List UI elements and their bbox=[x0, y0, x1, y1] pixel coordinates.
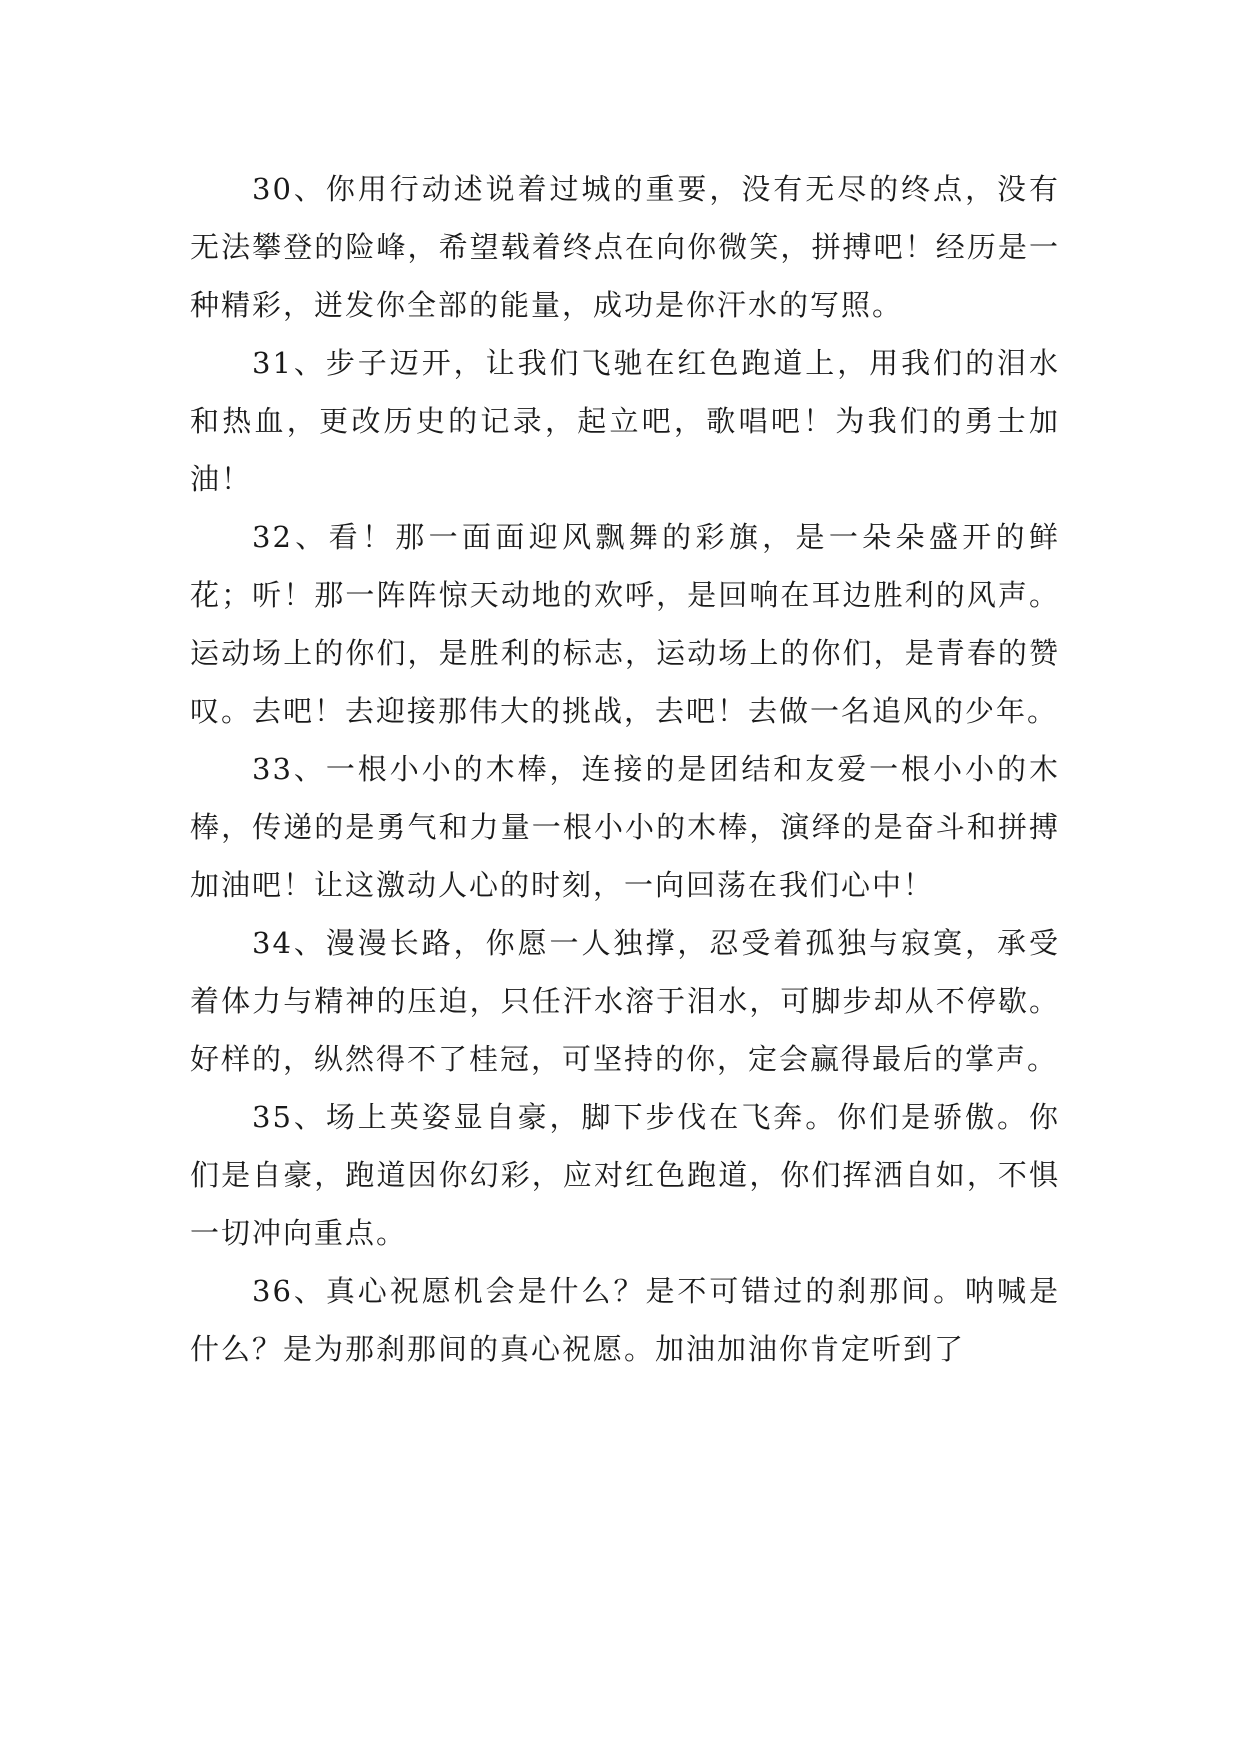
paragraph-34: 34、漫漫长路，你愿一人独撑，忍受着孤独与寂寞，承受着体力与精神的压迫，只任汗水溶于泪水，可脚步却从不停歇。好样的，纵然得不了桂冠，可坚持的你，定会赢得最后的掌声。 bbox=[190, 926, 1060, 1076]
paragraph-30: 30、你用行动述说着过城的重要，没有无尽的终点，没有无法攀登的险峰，希望载着终点在向你微笑，拼搏吧！经历是一种精彩，迸发你全部的能量，成功是你汗水的写照。 bbox=[190, 172, 1060, 322]
document-body bbox=[190, 160, 1060, 1378]
paragraph-32: 32、看！那一面面迎风飘舞的彩旗，是一朵朵盛开的鲜花；听！那一阵阵惊天动地的欢呼，是回响在耳边胜利的风声。运动场上的你们，是胜利的标志，运动场上的你们，是青春的赞叹。去吧！去迎接那伟大的挑战，去吧！去做一名追风的少年。 bbox=[190, 520, 1060, 728]
paragraph-36: 36、真心祝愿机会是什么？是不可错过的刹那间。呐喊是什么？是为那刹那间的真心祝愿。加油加油你肯定听到了 bbox=[190, 1274, 1060, 1366]
paragraph-31: 31、步子迈开，让我们飞驰在红色跑道上，用我们的泪水和热血，更改历史的记录，起立吧，歌唱吧！为我们的勇士加油！ bbox=[190, 346, 1060, 496]
paragraph-33: 33、一根小小的木棒，连接的是团结和友爱一根小小的木棒，传递的是勇气和力量一根小小的木棒，演绎的是奋斗和拼搏加油吧！让这激动人心的时刻，一向回荡在我们心中！ bbox=[190, 752, 1060, 902]
paragraph-35: 35、场上英姿显自豪，脚下步伐在飞奔。你们是骄傲。你们是自豪，跑道因你幻彩，应对红色跑道，你们挥洒自如，不惧一切冲向重点。 bbox=[190, 1100, 1060, 1250]
